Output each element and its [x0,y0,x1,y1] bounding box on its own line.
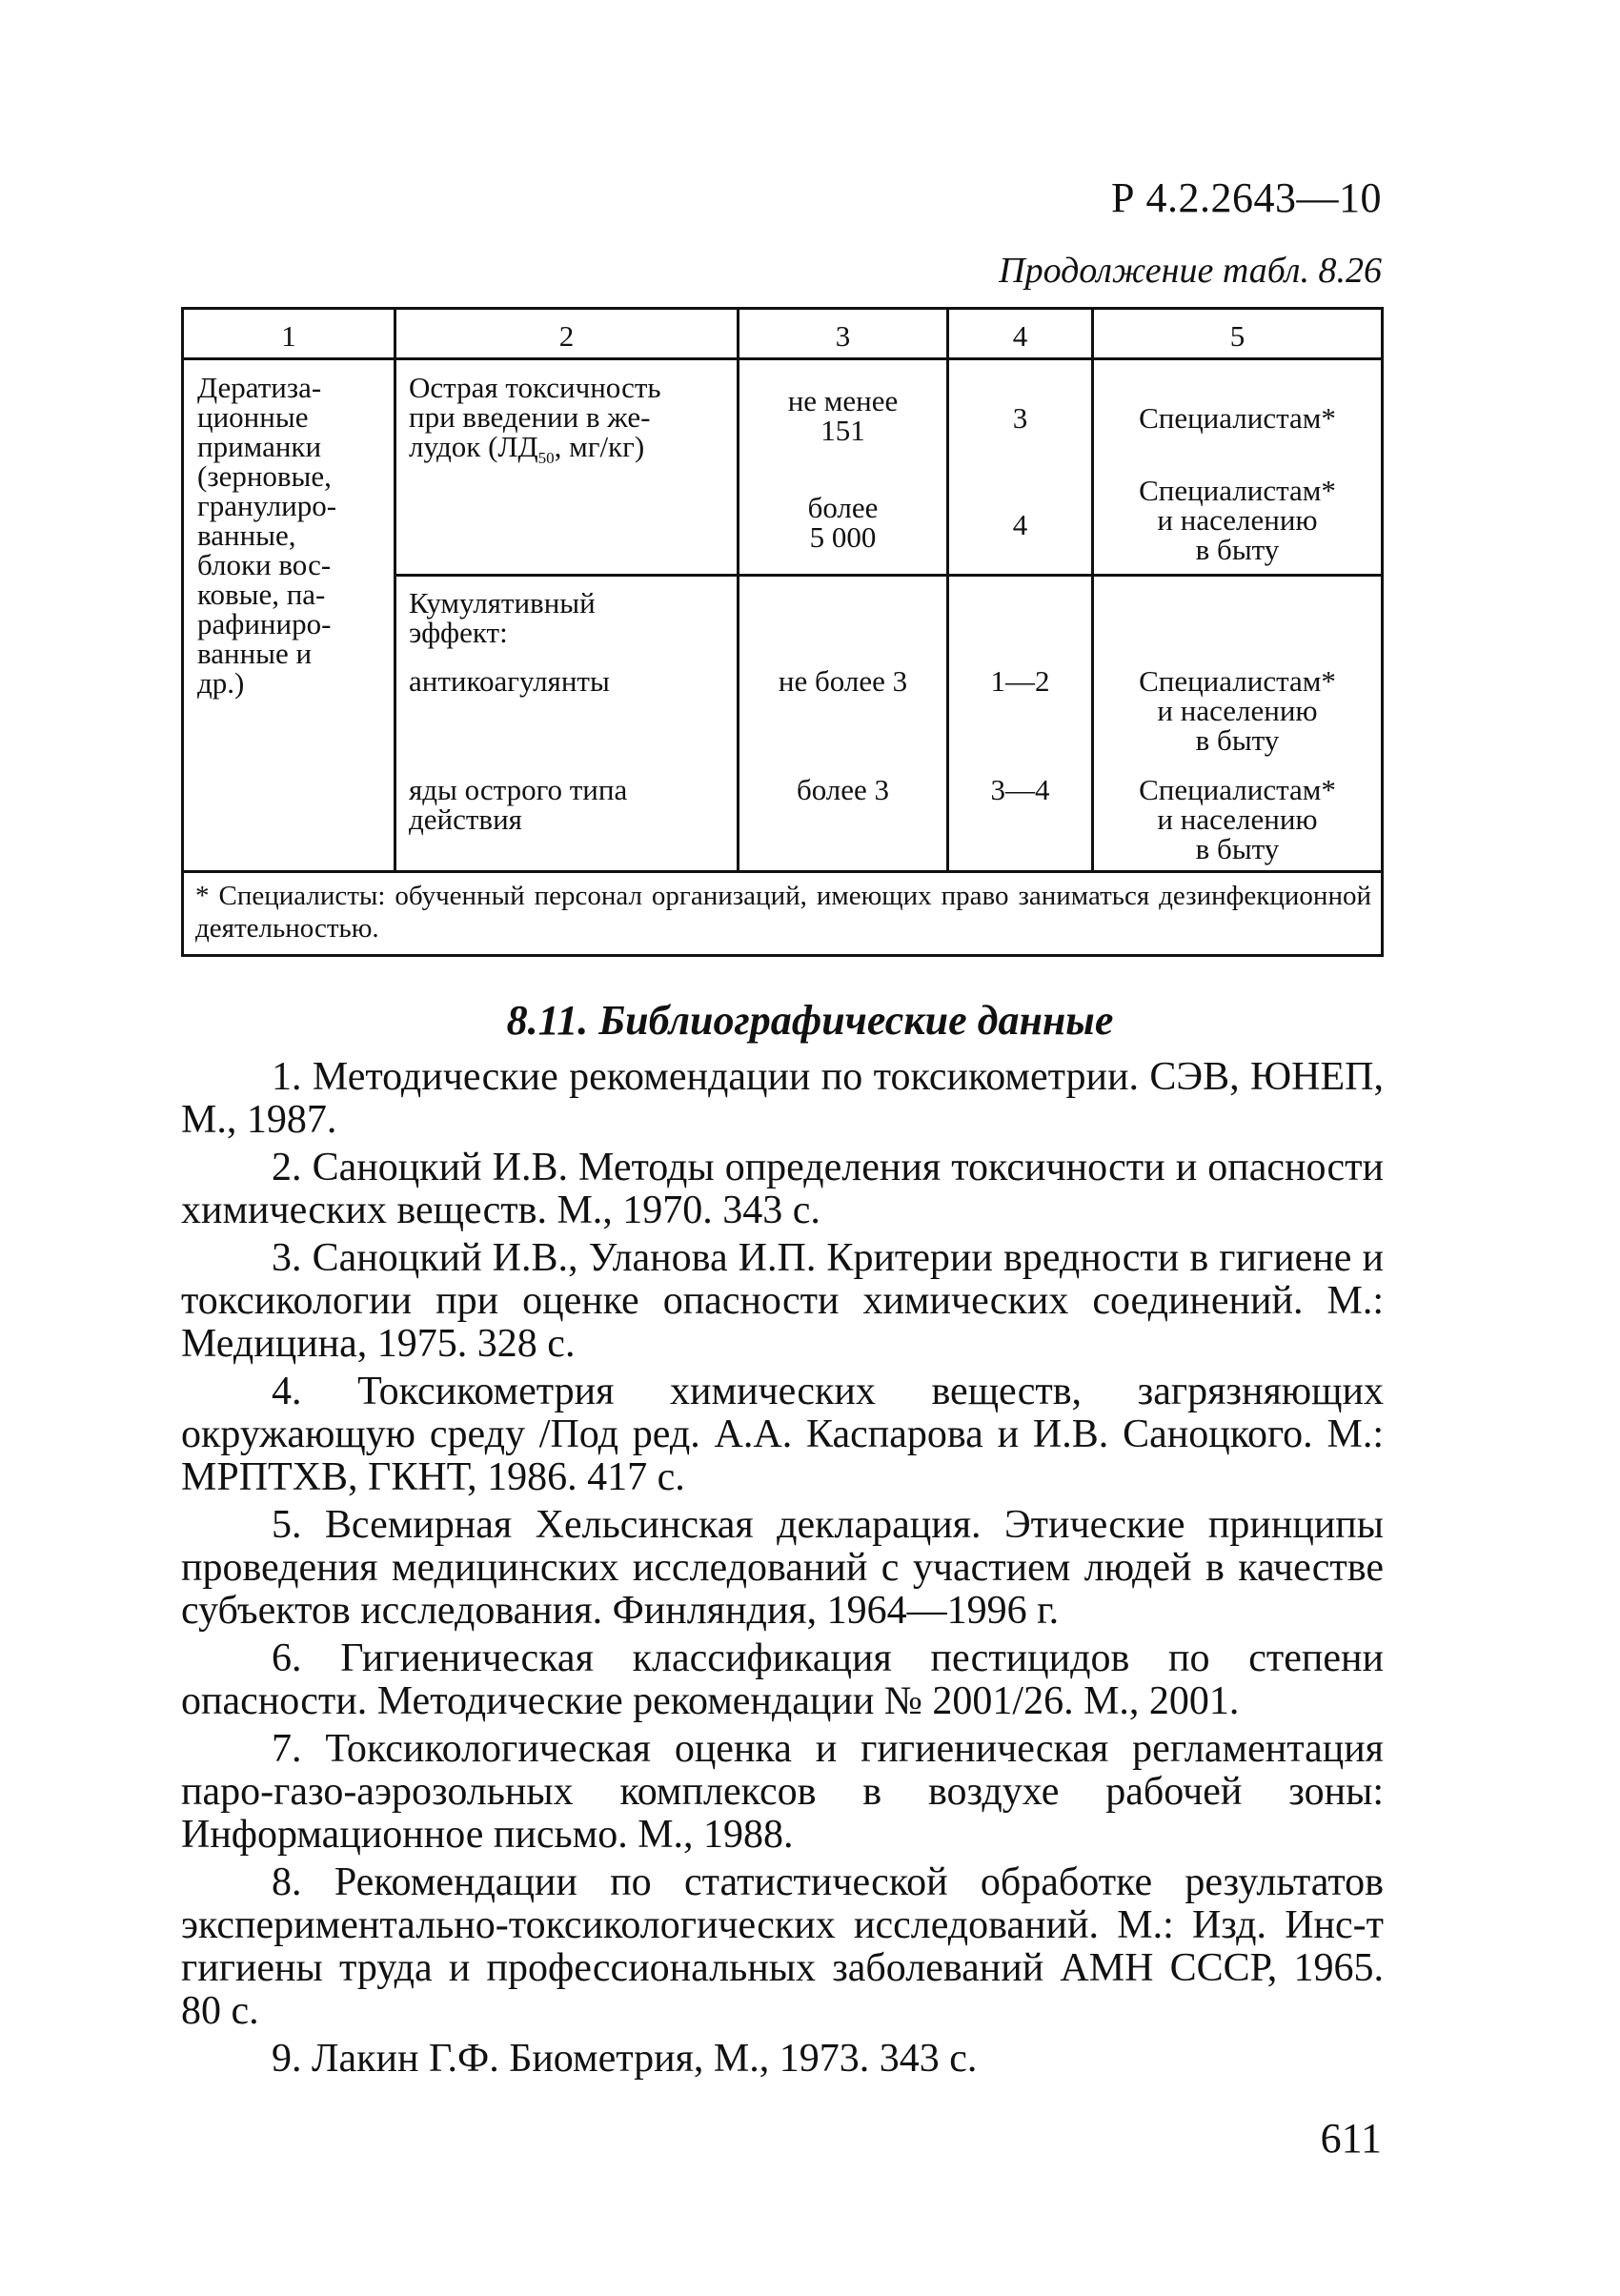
acute-poisons-label: яды острого типа действия [409,773,628,836]
acute-poisons-value: более 3 [796,773,890,806]
acute-toxicity-indicator: Острая токсичность при введении в же- лудок ($ЛД_{50}$, мг/кг) [409,371,661,468]
anticoagulants-class: 1—2 [990,664,1050,698]
reference-item: 2. Саноцкий И.В. Методы определения токсичности и опасности химических веществ. М., 1970. 343 с. [181,1146,1384,1232]
anticoagulants-users: Специалистам* и населению в быту [1139,664,1336,757]
reference-item: 1. Методические рекомендации по токсикометрии. СЭВ, ЮНЕП, М., 1987. [181,1055,1384,1142]
anticoagulants-value: не более 3 [778,664,908,698]
table-continuation-note: Продолжение табл. 8.26 [999,251,1382,291]
column-header-5: 5 [1229,319,1245,353]
acute-value-1: не менее 151 [787,384,899,447]
reference-list [181,1056,1384,2085]
reference-item: 5. Всемирная Хельсинская декларация. Этические принципы проведения медицинских исследований с участием людей в качестве субъектов исследования. Финляндия, 1964—1996 г. [181,1503,1384,1633]
reference-item: 4. Токсикометрия химических веществ, загрязняющих окружающую среду /Под ред. А.А. Каспарова и И.В. Саноцкого. М.: МРПТХВ, ГКНТ, 1986. 417 с. [181,1370,1384,1499]
acute-users-2: Специалистам* и населению в быту [1139,474,1336,566]
acute-class-1: 3 [1012,401,1028,435]
document-code: Р 4.2.2643—10 [1111,174,1382,221]
cumulative-effect-indicator: Кумулятивный эффект: [409,586,596,649]
acute-class-2: 4 [1012,508,1028,541]
acute-users-1: Специалистам* [1139,401,1336,435]
page-number: 611 [1320,2115,1382,2162]
column-header-1: 1 [281,319,296,353]
anticoagulants-label: антикоагулянты [409,664,610,698]
reference-item: 8. Рекомендации по статистической обработке результатов экспериментально-токсикологических исследований. М.: Изд. Инс-т гигиены труда и профессиональных заболеваний АМН СССР, 1965. 80 с. [181,1860,1384,2033]
column-header-2: 2 [558,319,575,353]
section-title: 8.11. Библиографические данные [506,997,1114,1044]
acute-poisons-users: Специалистам* и населению в быту [1139,773,1336,865]
column-header-4: 4 [1012,319,1028,353]
table-footnote: * Специалисты: обученный персонал организаций, имеющих право заниматься дезинфекционной деятельностью. [195,881,1371,944]
acute-value-2: более 5 000 [807,491,879,554]
acute-poisons-class: 3—4 [990,773,1050,806]
column-header-3: 3 [835,319,851,353]
reference-item: 9. Лакин Г.Ф. Биометрия, М., 1973. 343 с. [272,2037,978,2081]
reference-item: 6. Гигиеническая классификация пестицидов по степени опасности. Методические рекомендации № 2001/26. М., 2001. [181,1636,1384,1723]
data-table [181,307,1384,957]
bait-type-cell: Дератиза- ционные приманки (зерновые, гранулиро- ванные, блоки вос- ковые, па- рафиниро- ванные и др.) [197,371,337,700]
reference-item: 3. Саноцкий И.В., Уланова И.П. Критерии вредности в гигиене и токсикологии при оценке опасности химических соединений. М.: Медицина, 1975. 328 с. [181,1236,1384,1366]
reference-item: 7. Токсикологическая оценка и гигиеническая регламентация паро-газо-аэрозольных комплексов в воздухе рабочей зоны: Информационное письмо. М., 1988. [181,1727,1384,1857]
